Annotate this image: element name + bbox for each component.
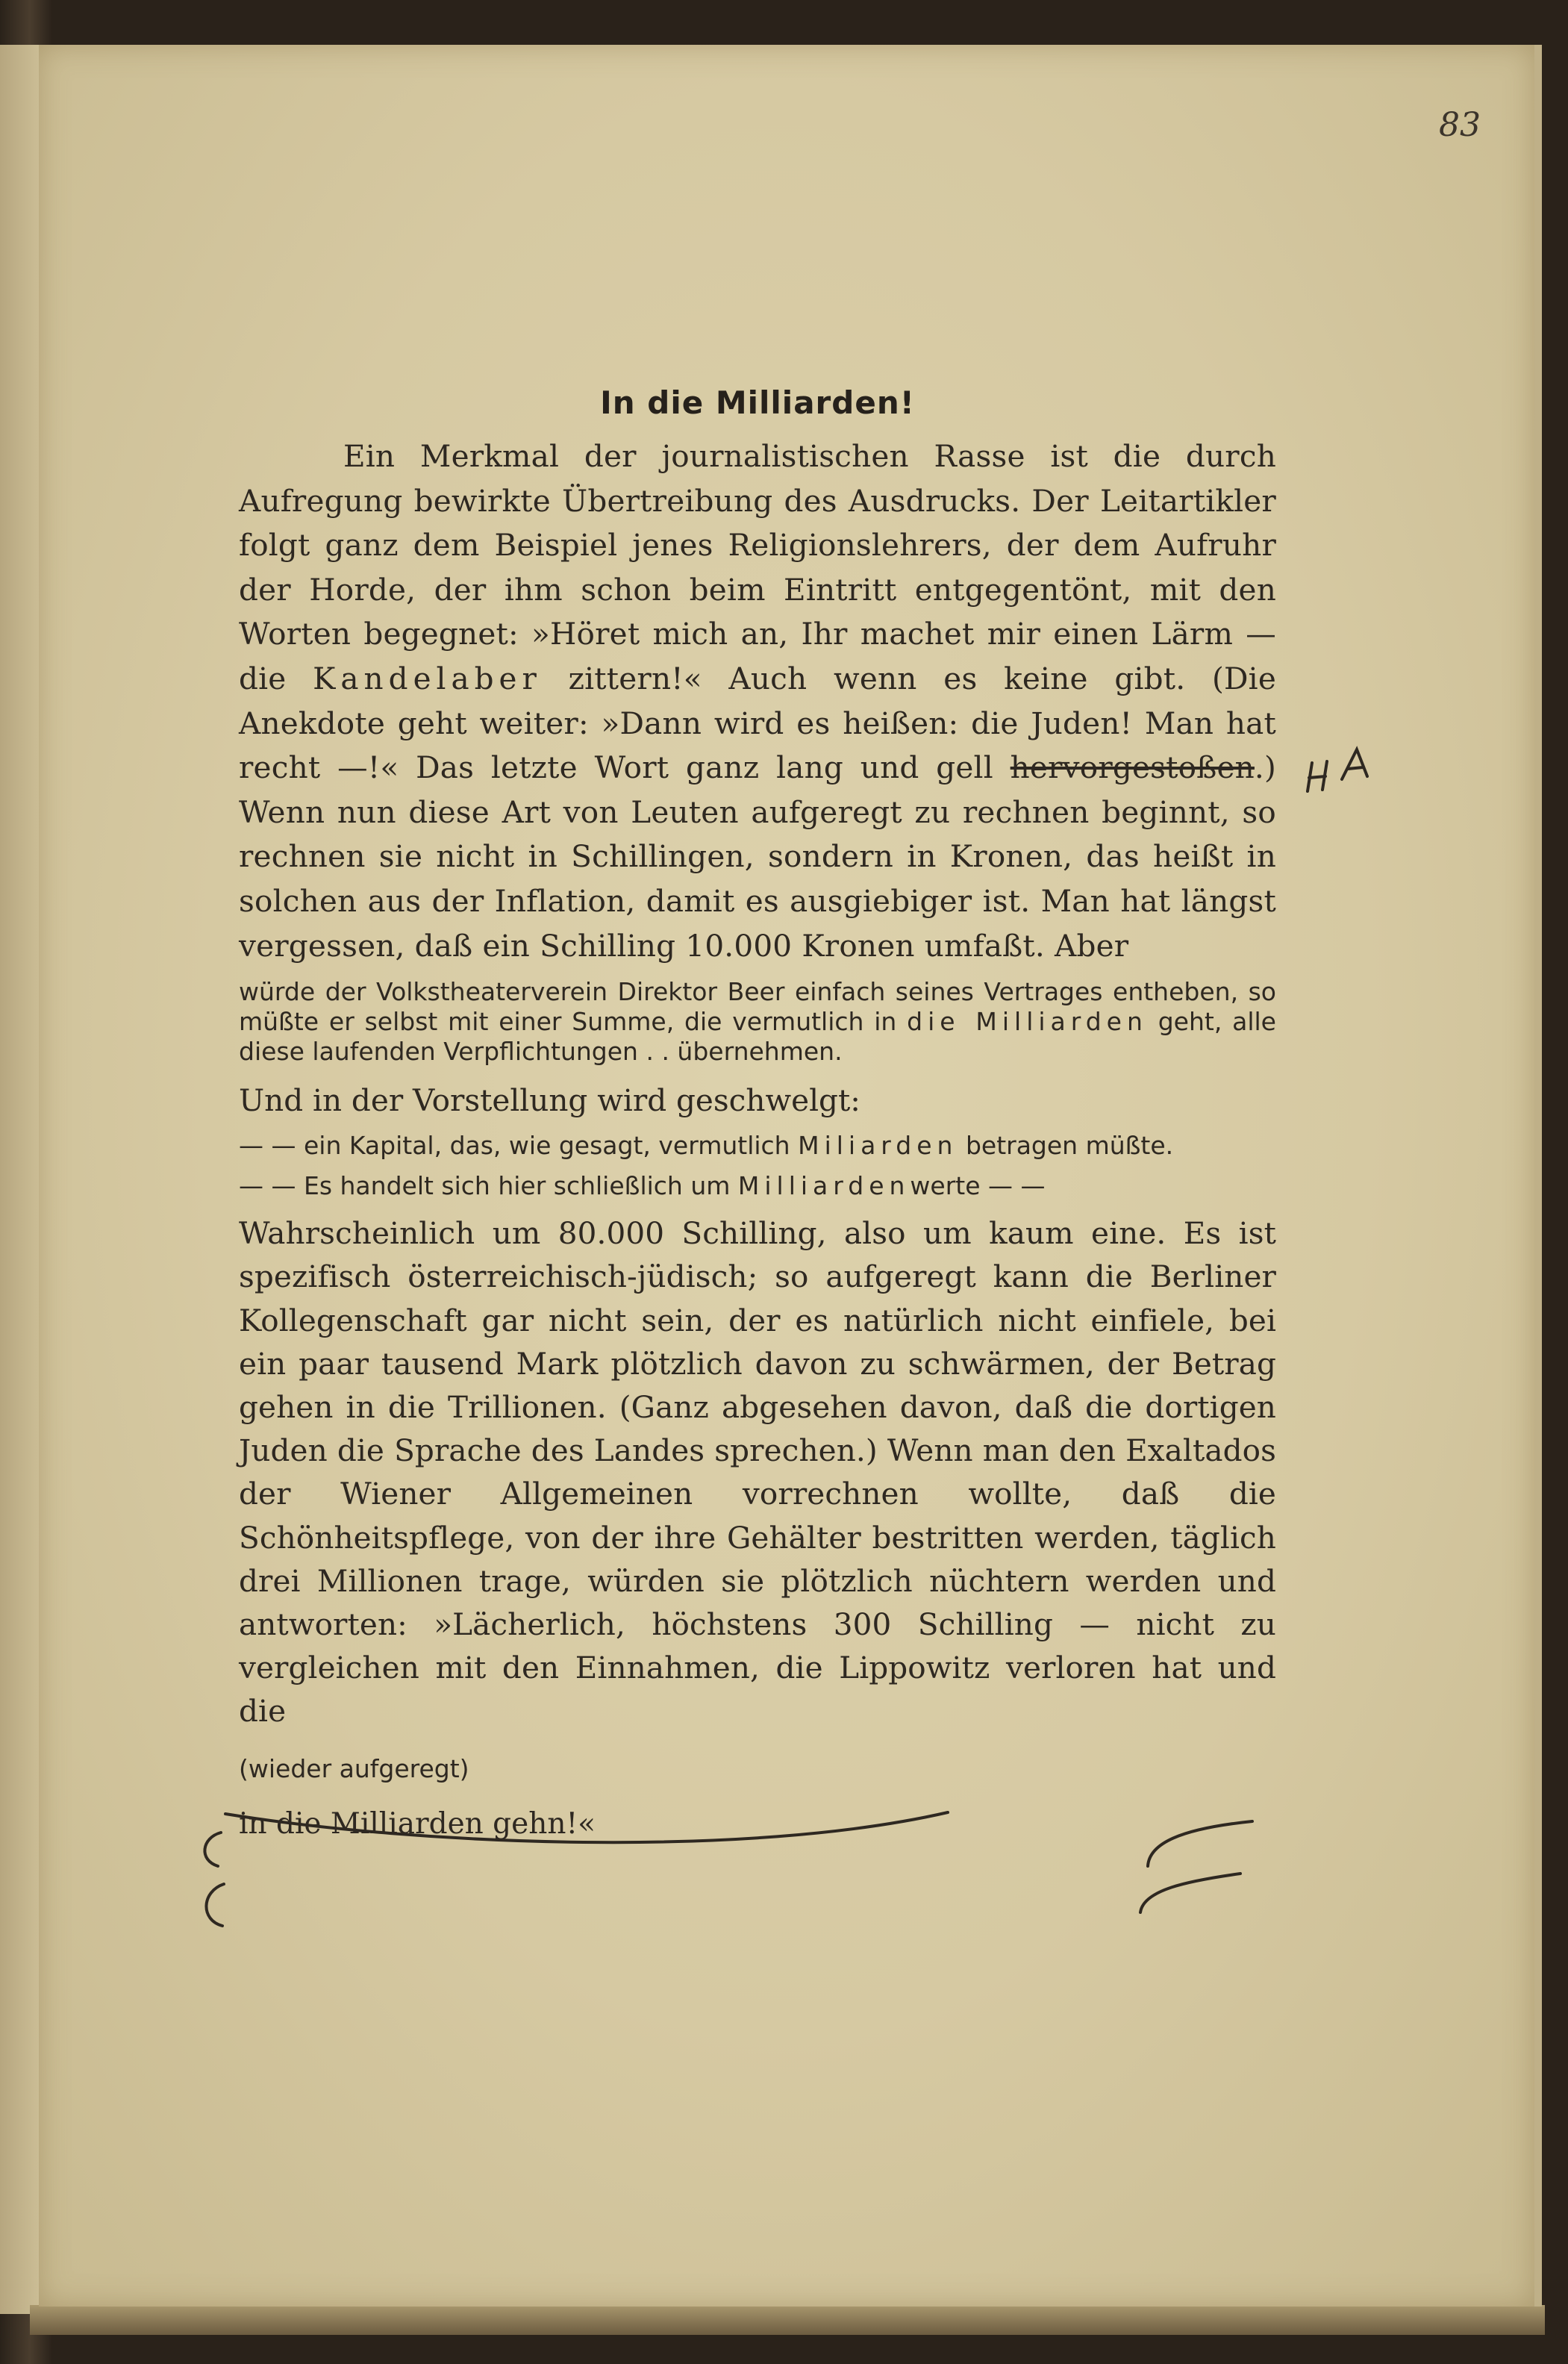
page-stack-edge [30,2305,1545,2335]
ending-stage-direction: (wieder aufgeregt) [239,1753,469,1783]
quote-3-start: — — Es handelt sich hier schließlich um [239,1171,738,1201]
quote-1-start: würde der Volkstheaterverein Direktor Beer einfach seines Vertrages entheben, so müßte er selbst mit einer Summe, die vermutlich in [239,977,1276,1037]
quote-2-end: betragen müßte. [958,1131,1174,1161]
quote-3-spaced: Milliarden [737,1171,910,1201]
page-number: 83 [1439,106,1481,144]
page-content [239,384,1276,1842]
chapter-title: In die Milliarden! [600,384,915,421]
intro-line: Und in der Vorstellung wird geschwelgt: [239,1082,860,1119]
previous-page-edge [0,45,40,2314]
quote-2-start: — — ein Kapital, das, wie gesagt, vermutlich [239,1131,799,1161]
quote-3 [239,1171,1276,1201]
spaced-word-kandelaber: Kandelaber [313,660,542,696]
ending-final-line: in die Milliarden gehn!« [239,1806,596,1841]
paragraph-2: Wahrscheinlich um 80.000 Schilling, also um kaum eine. Es ist spezifisch österreichisch-jüdisch; so aufgeregt kann die Berliner Kollegenschaft gar nicht sein, der es natürlich nicht einfiele, bei ein paar tausend Mark plötzlich davon zu schwärmen, der Betrag gehen in die Trillionen. (Ganz abgesehen davon, daß die dortigen Juden die Sprache des Landes sprechen.) Wenn man den Exaltados der Wiener Allgemeinen vorrechnen wollte, daß die Schönheitspflege, von der ihre Gehälter bestritten werden, täglich drei Millionen trage, würden sie plötzlich nüchtern werden und antworten: »Lächerlich, höchstens 300 Schilling — nicht zu vergleichen mit den Einnahmen, die Lippowitz verloren hat und die [239,1215,1276,1730]
quote-2 [239,1131,1276,1161]
paragraph-1 [239,434,1276,968]
quote-1-spaced: die Milliarden [907,1007,1148,1037]
quote-3-end: werte — — [910,1171,1046,1201]
paragraph-1-mid: zittern!« Auch wenn es keine gibt. (Die Anekdote geht weiter: »Dann wird es heißen: die Juden! Man hat recht —!« Das letzte Wort ganz lang und gell [239,660,1276,786]
paragraph-1-end: .) Wenn nun diese Art von Leuten aufgeregt zu rechnen beginnt, so rechnen sie nicht in Schillingen, sondern in Kronen, das heißt in solchen aus der Inflation, damit es ausgiebiger ist. Man hat längst vergessen, daß ein Schilling 10.000 Kronen umfaßt. Aber [239,749,1276,964]
quote-2-spaced: Miliarden [798,1131,958,1161]
quote-1 [239,977,1276,1067]
struck-word: hervorgestoßen [1010,749,1255,786]
quote-1-end: geht, alle diese laufenden Verpflichtungen . . übernehmen. [239,1007,1276,1067]
paragraph-1-start: Ein Merkmal der journalistischen Rasse ist die durch Aufregung bewirkte Übertreibung des Ausdrucks. Der Leitartikler folgt ganz dem Beispiel jenes Religionslehrers, der dem Aufruhr der Horde, der ihm schon beim Eintritt entgegentönt, mit den Worten begegnet: »Höret mich an, Ihr machet mir einen Lärm — die [239,438,1276,696]
